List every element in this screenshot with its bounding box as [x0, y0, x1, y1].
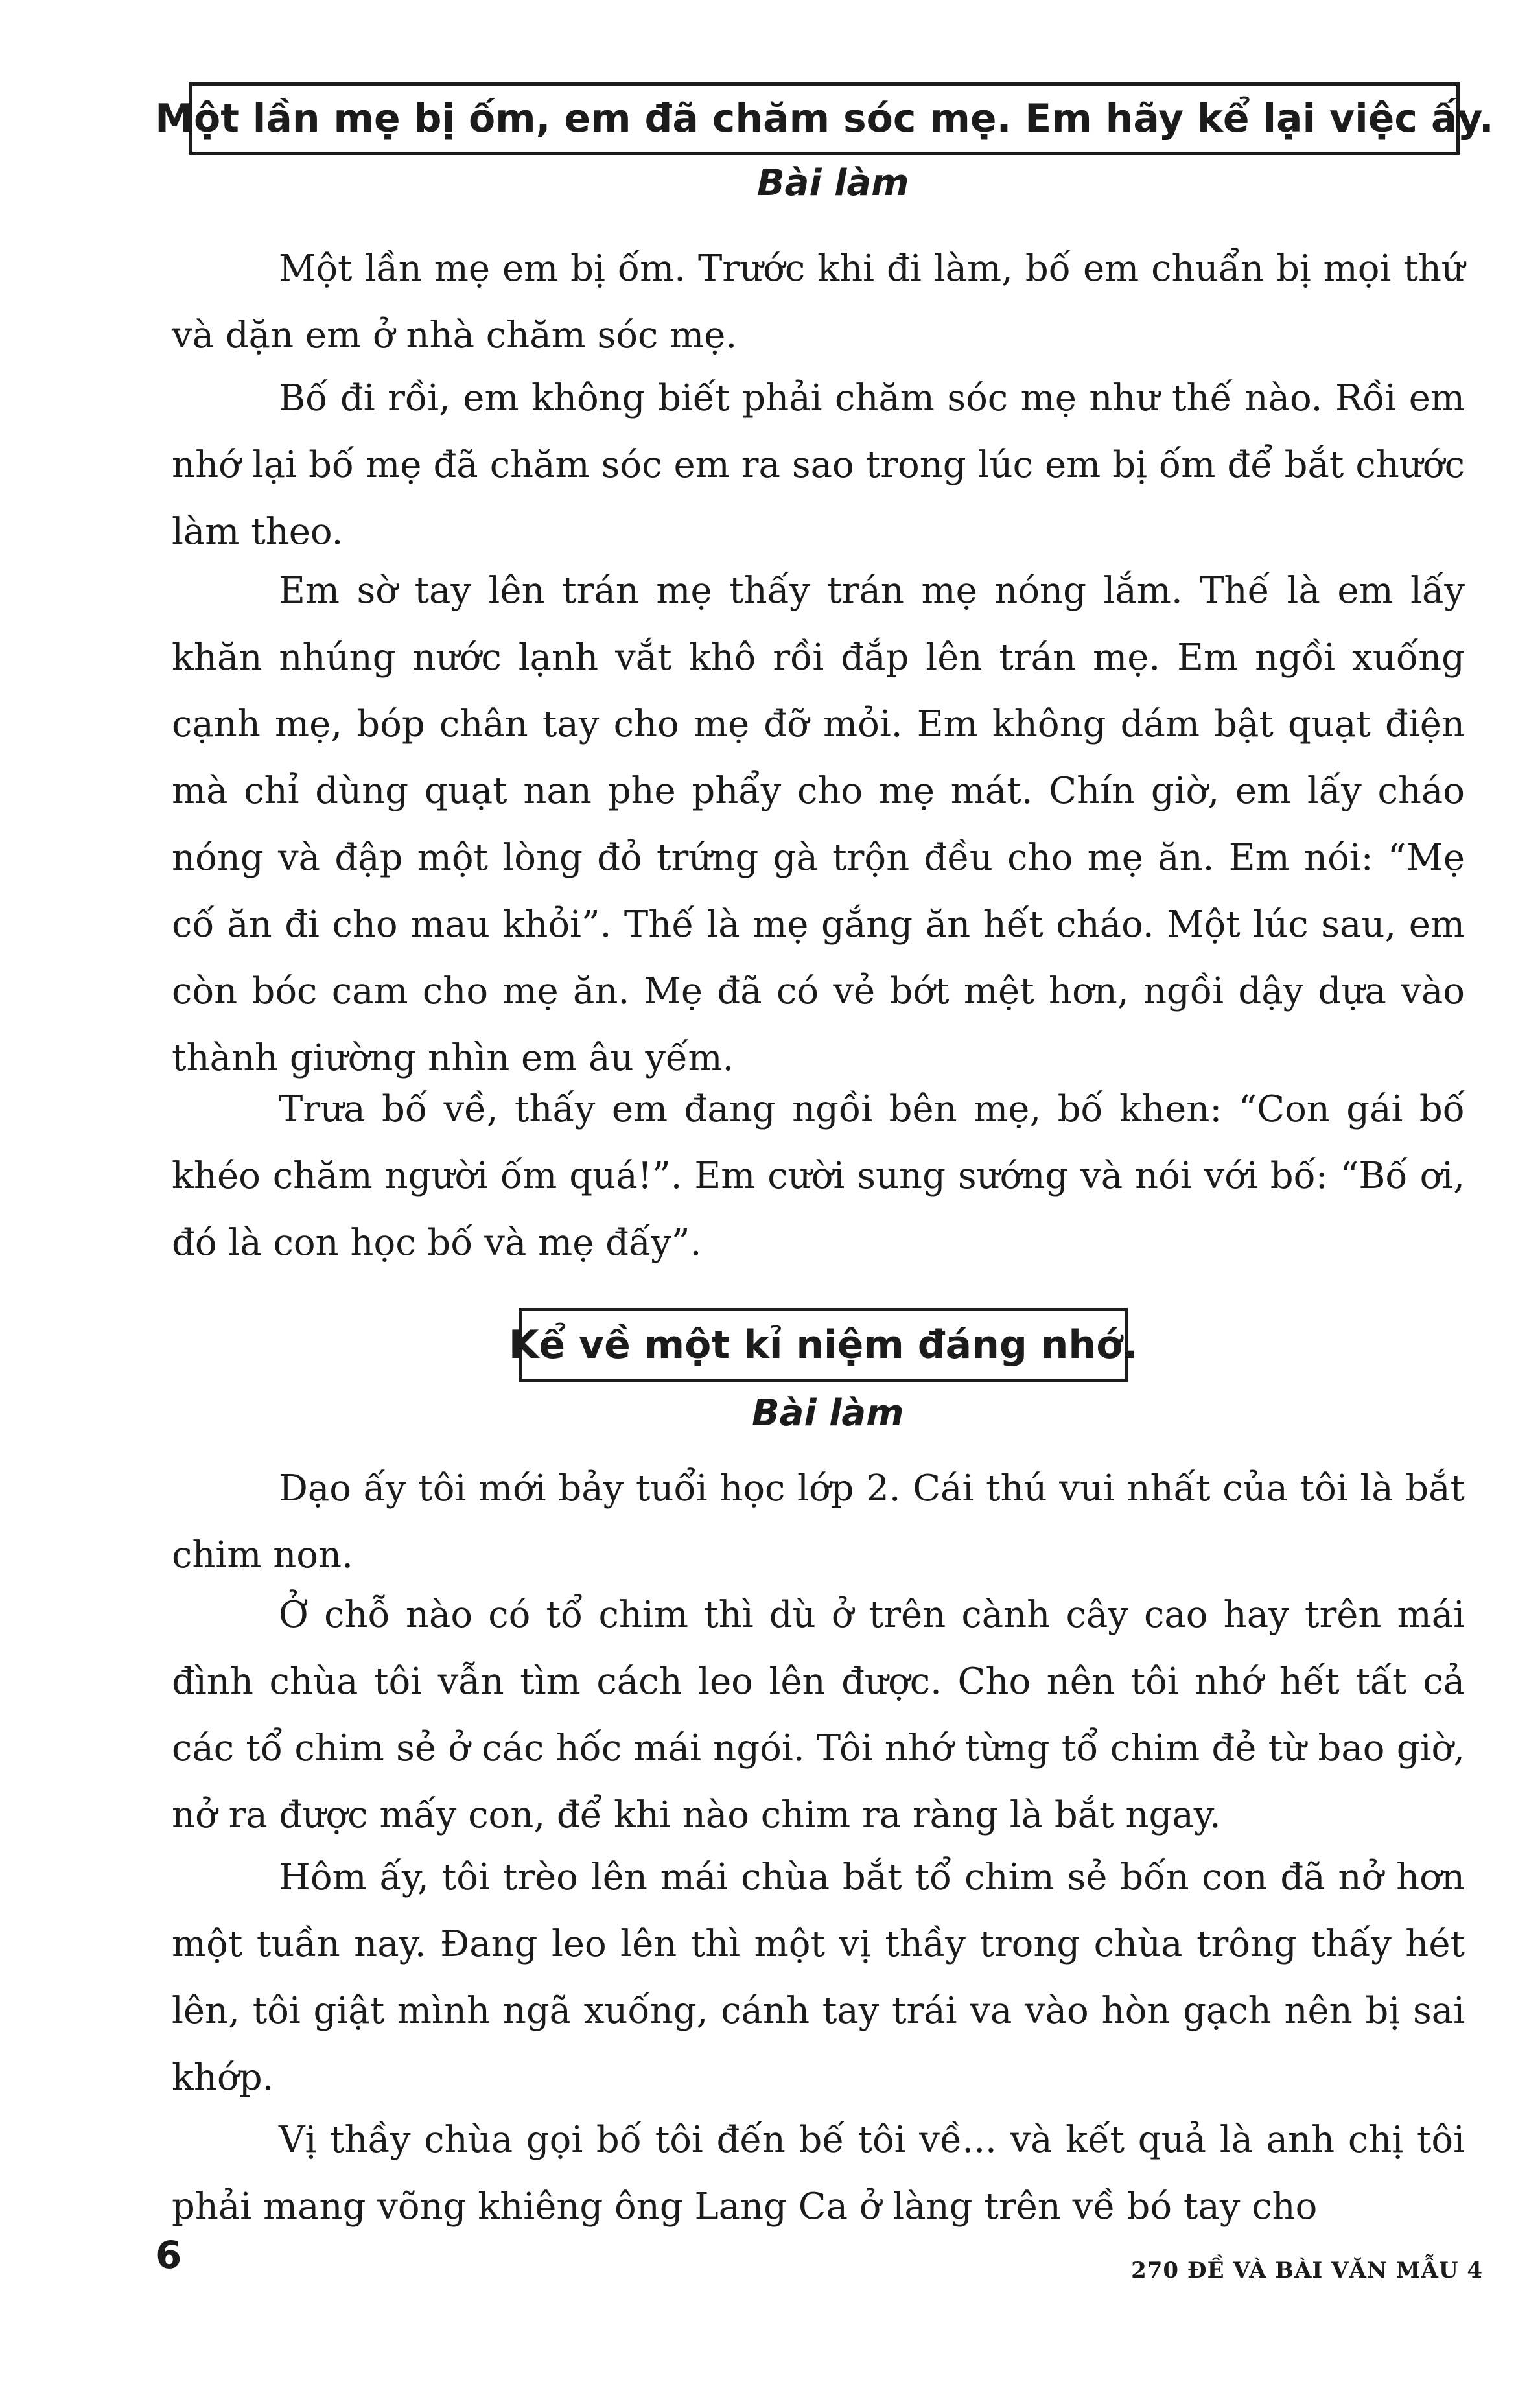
section-2-paragraph: Dạo ấy tôi mới bảy tuổi học lớp 2. Cái thú vui nhất của tôi là bắt chim non. — [172, 1467, 1465, 1576]
book-title-footer: 270 ĐỀ VÀ BÀI VĂN MẪU 4 — [1131, 2258, 1483, 2283]
section-1-title: Một lần mẹ bị ốm, em đã chăm sóc mẹ. Em hãy kể lại việc ấy. — [155, 96, 1494, 141]
section-1-paragraph: Một lần mẹ em bị ốm. Trước khi đi làm, bố em chuẩn bị mọi thứ và dặn em ở nhà chăm sóc mẹ. — [172, 248, 1465, 356]
section-2-title: Kể về một kỉ niệm đáng nhớ. — [508, 1322, 1138, 1368]
section-2-paragraph: Ở chỗ nào có tổ chim thì dù ở trên cành cây cao hay trên mái đình chùa tôi vẫn tìm cách leo lên được. Cho nên tôi nhớ hết tất cả các tổ chim sẻ ở các hốc mái ngói. Tôi nhớ từng tổ chim đẻ từ bao giờ, nở ra được mấy con, để khi nào chim ra ràng là bắt ngay. — [172, 1594, 1465, 1836]
section-1-subtitle: Bài làm — [757, 162, 909, 204]
page-number: 6 — [156, 2233, 182, 2277]
section-1-paragraph: Bố đi rồi, em không biết phải chăm sóc mẹ như thế nào. Rồi em nhớ lại bố mẹ đã chăm sóc em ra sao trong lúc em bị ốm để bắt chước làm theo. — [172, 377, 1465, 553]
section-2-paragraph: Vị thầy chùa gọi bố tôi đến bế tôi về... và kết quả là anh chị tôi phải mang võng khiêng ông Lang Ca ở làng trên về bó tay cho — [172, 2119, 1465, 2228]
section-2-paragraph: Hôm ấy, tôi trèo lên mái chùa bắt tổ chim sẻ bốn con đã nở hơn một tuần nay. Đang leo lên thì một vị thầy trong chùa trông thấy hét lên, tôi giật mình ngã xuống, cánh tay trái va vào hòn gạch nên bị sai khớp. — [172, 1856, 1465, 2099]
section-1-paragraph: Em sờ tay lên trán mẹ thấy trán mẹ nóng lắm. Thế là em lấy khăn nhúng nước lạnh vắt khô rồi đắp lên trán mẹ. Em ngồi xuống cạnh mẹ, bóp chân tay cho mẹ đỡ mỏi. Em không dám bật quạt điện mà chỉ dùng quạt nan phe phẩy cho mẹ mát. Chín giờ, em lấy cháo nóng và đập một lòng đỏ trứng gà trộn đều cho mẹ ăn. Em nói: “Mẹ cố ăn đi cho mau khỏi”. Thế là mẹ gắng ăn hết cháo. Một lúc sau, em còn bóc cam cho mẹ ăn. Mẹ đã có vẻ bớt mệt hơn, ngồi dậy dựa vào thành giường nhìn em âu yếm. — [172, 570, 1465, 1079]
section-1-title-box — [155, 82, 1494, 155]
section-2-subtitle: Bài làm — [752, 1392, 904, 1434]
section-2-title-box — [508, 1308, 1138, 1382]
section-1-paragraph: Trưa bố về, thấy em đang ngồi bên mẹ, bố khen: “Con gái bố khéo chăm người ốm quá!”. Em cười sung sướng và nói với bố: “Bố ơi, đó là con học bố và mẹ đấy”. — [172, 1088, 1465, 1264]
